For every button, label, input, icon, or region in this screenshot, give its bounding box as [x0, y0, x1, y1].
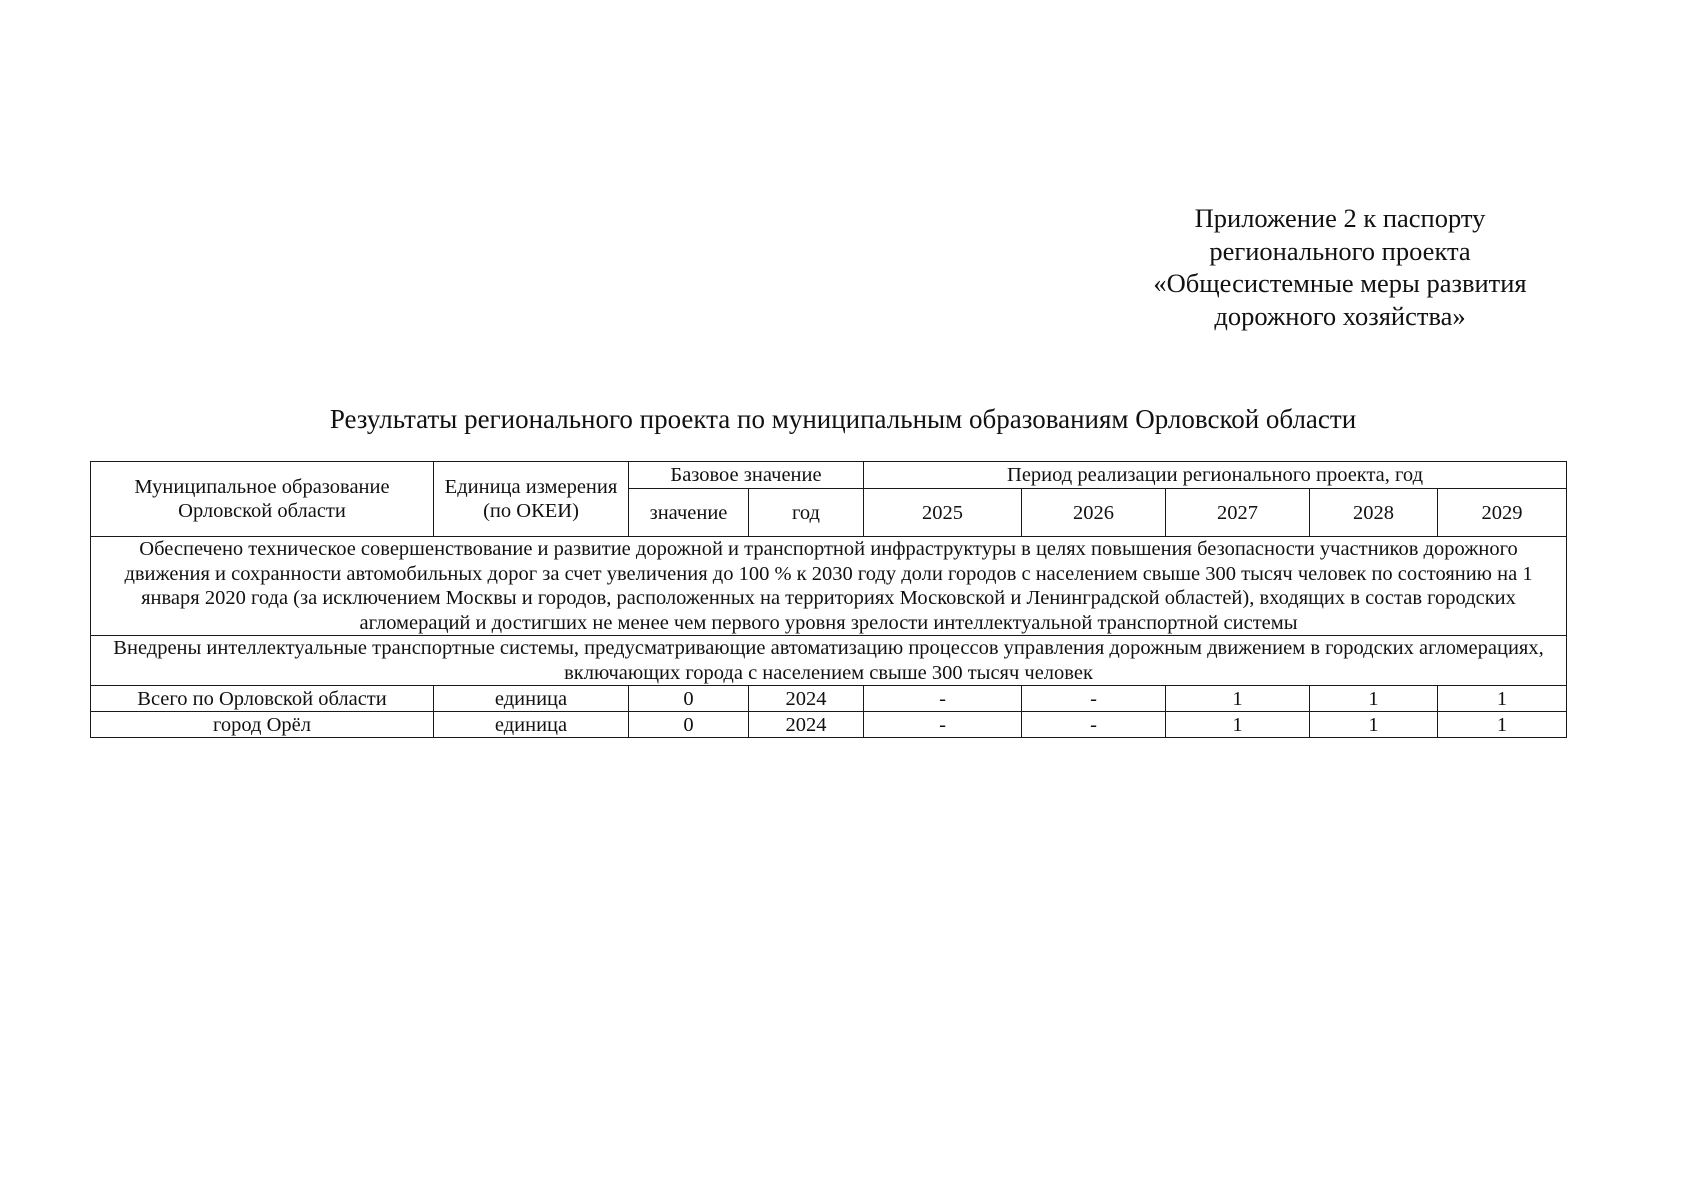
row-base-year: 2024 — [749, 686, 864, 712]
row-base-value: 0 — [629, 712, 749, 738]
row-value: - — [1022, 712, 1166, 738]
row-value: 1 — [1310, 712, 1438, 738]
row-value: 1 — [1438, 712, 1567, 738]
header-year: 2028 — [1310, 489, 1438, 537]
appendix-note — [1100, 202, 1580, 332]
result-row — [91, 636, 1567, 686]
header-base-year: год — [749, 489, 864, 537]
appendix-line: «Общесистемные меры развития — [1153, 268, 1527, 298]
row-unit: единица — [434, 686, 629, 712]
appendix-line: Приложение 2 к паспорту — [1194, 203, 1486, 233]
goal-row — [91, 537, 1567, 636]
row-value: - — [1022, 686, 1166, 712]
row-value: 1 — [1166, 712, 1310, 738]
row-value: 1 — [1310, 686, 1438, 712]
row-value: - — [864, 686, 1022, 712]
table-row — [91, 712, 1567, 738]
header-year: 2029 — [1438, 489, 1567, 537]
header-row — [91, 462, 1567, 489]
header-year: 2025 — [864, 489, 1022, 537]
header-period-group: Период реализации регионального проекта, год — [864, 462, 1567, 489]
row-value: - — [864, 712, 1022, 738]
results-table — [90, 461, 1567, 738]
header-base-group: Базовое значение — [629, 462, 864, 489]
header-base-value: значение — [629, 489, 749, 537]
document-title: Результаты регионального проекта по муниципальным образованиям Орловской области — [329, 404, 1357, 434]
appendix-line: дорожного хозяйства» — [1214, 300, 1466, 331]
header-year: 2026 — [1022, 489, 1166, 537]
header-unit: Единица измерения (по ОКЕИ) — [434, 462, 629, 537]
row-unit: единица — [434, 712, 629, 738]
row-base-year: 2024 — [749, 712, 864, 738]
row-value: 1 — [1166, 686, 1310, 712]
result-text: Внедрены интеллектуальные транспортные системы, предусматривающие автоматизацию процессов управления дорожным движением в городских агломерациях, включающих города с населением свыше 300 тысяч человек — [91, 636, 1567, 686]
header-year: 2027 — [1166, 489, 1310, 537]
row-base-value: 0 — [629, 686, 749, 712]
row-municipality: город Орёл — [91, 712, 434, 738]
appendix-line: регионального проекта — [1209, 235, 1471, 266]
row-municipality: Всего по Орловской области — [91, 686, 434, 712]
row-value: 1 — [1438, 686, 1567, 712]
table-row — [91, 686, 1567, 712]
header-municipality: Муниципальное образование Орловской области — [91, 462, 434, 537]
goal-text: Обеспечено техническое совершенствование и развитие дорожной и транспортной инфраструктуры в целях повышения безопасности участников дорожного движения и сохранности автомобильных дорог за счет увеличения до 100 % к 2030 году доли городов с населением свыше 300 тысяч человек по состоянию на 1 января 2020 года (за исключением Москвы и городов, расположенных на территориях Московской и Ленинградской областей), входящих в состав городских агломераций и достигших не менее чем первого уровня зрелости интеллектуальной транспортной системы — [91, 537, 1567, 636]
